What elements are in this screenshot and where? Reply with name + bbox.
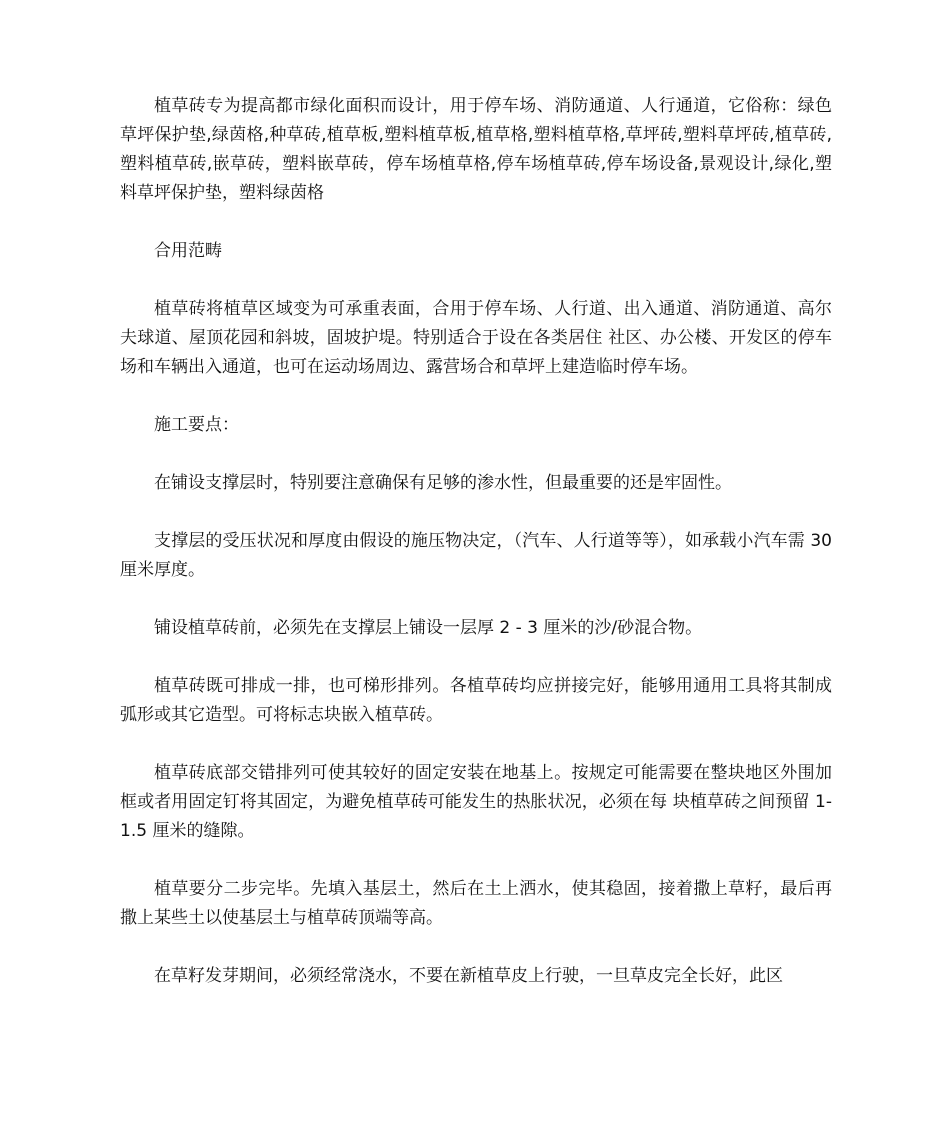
paragraph-intro: 植草砖专为提高都市绿化面积而设计，用于停车场、消防通道、人行通道，它俗称：绿色草坪保护垫,绿茵格,种草砖,植草板,塑料植草板,植草格,塑料植草格,草坪砖,塑料草坪砖,植草砖,塑料植草砖,嵌草砖，塑料嵌草砖，停车场植草格,停车场植草砖,停车场设备,景观设计,绿化,塑料草坪保护垫，塑料绿茵格: [120, 96, 832, 203]
paragraph-arrangement: 植草砖既可排成一排，也可梯形排列。各植草砖均应拼接完好，能够用通用工具将其制成弧形或其它造型。可将标志块嵌入植草砖。: [120, 676, 832, 725]
paragraph-scope: 植草砖将植草区域变为可承重表面，合用于停车场、人行道、出入通道、消防通道、高尔夫球道、屋顶花园和斜坡，固坡护堤。特别适合于设在各类居住 社区、办公楼、开发区的停车场和车辆出入通道，也可在运动场周边、露营场合和草坪上建造临时停车场。: [120, 299, 832, 377]
section-heading-construction: 施工要点：: [154, 415, 239, 435]
paragraph-watering: 在草籽发芽期间，必须经常浇水，不要在新植草皮上行驶，一旦草皮完全长好，此区: [154, 966, 783, 986]
section-heading-scope: 合用范畴: [154, 241, 222, 261]
paragraph-sand-layer: 铺设植草砖前，必须先在支撑层上铺设一层厚 2 - 3 厘米的沙/砂混合物。: [154, 618, 703, 638]
document-body: [120, 92, 832, 1020]
paragraph-support-layer: 在铺设支撑层时，特别要注意确保有足够的渗水性，但最重要的还是牢固性。: [154, 473, 732, 493]
paragraph-planting: 植草要分二步完毕。先填入基层土，然后在土上洒水，使其稳固，接着撒上草籽，最后再撒上某些土以使基层土与植草砖顶端等高。: [120, 879, 832, 928]
paragraph-fixing: 植草砖底部交错排列可使其较好的固定安装在地基上。按规定可能需要在整块地区外围加框或者用固定钉将其固定，为避免植草砖可能发生的热胀状况，必须在每 块植草砖之间预留 1-1.5 厘米的缝隙。: [120, 763, 832, 841]
paragraph-thickness: 支撑层的受压状况和厚度由假设的施压物决定，（汽车、人行道等等），如承载小汽车需 30 厘米厚度。: [120, 531, 832, 580]
